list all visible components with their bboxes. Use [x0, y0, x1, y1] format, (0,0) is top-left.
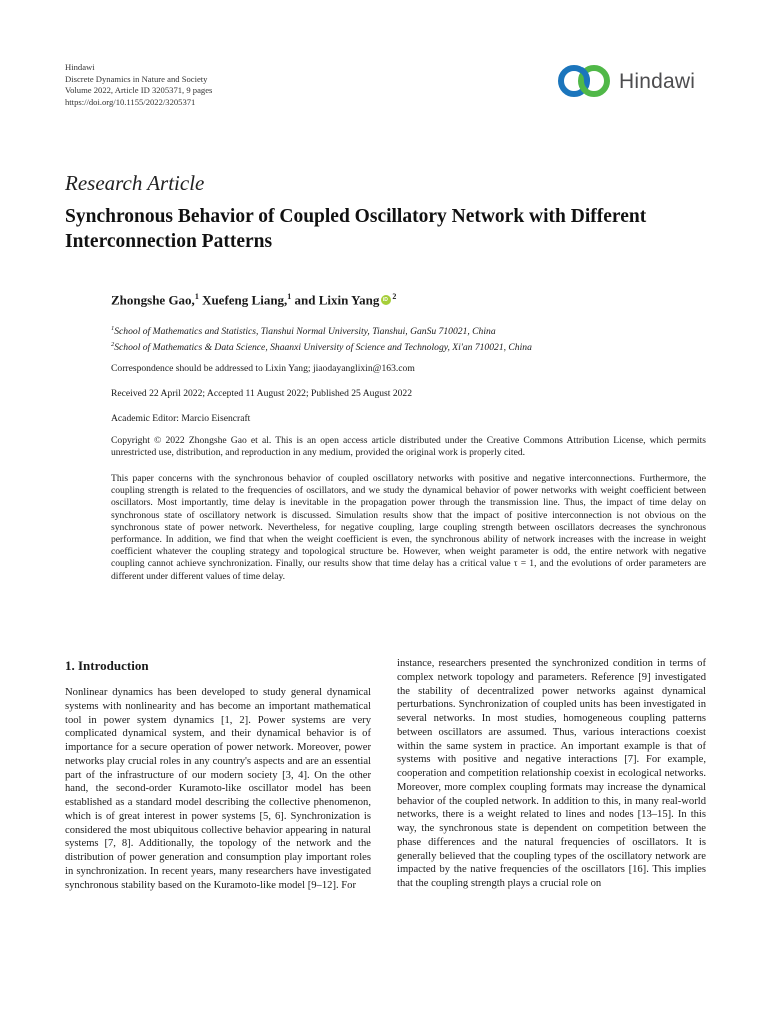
copyright-notice: Copyright © 2022 Zhongshe Gao et al. This is an open access article distributed under the Creative Commons Attribution License, which permits unrestricted use, distribution, and reproduction in any medium, provided the original work is properly cited. — [111, 435, 706, 459]
affiliation-text: School of Mathematics & Data Science, Shaanxi University of Science and Technology, Xi'an 710021, China — [114, 342, 532, 354]
orcid-icon[interactable] — [381, 295, 391, 305]
publication-dates: Received 22 April 2022; Accepted 11 August 2022; Published 25 August 2022 — [111, 388, 413, 399]
hindawi-logo — [557, 64, 707, 98]
journal-meta — [65, 62, 212, 108]
author-affiliation-mark: 2 — [392, 292, 397, 301]
author-name[interactable]: and Lixin Yang — [291, 292, 380, 308]
body-column-left: Nonlinear dynamics has been developed to study general dynamical systems with nonlinearity and has become an important mathematical tool in power system dynamics [1, 2]. Power systems are very complicated dynamical system, and their dynamical behavior is of importance for a secure operation of power network. Moreover, power networks play crucial roles in any country's aspects and are an essential part of the infrastructure of our modern society [3, 4]. On the other hand, the second-order Kuramoto-like oscillator model has been established as a standard model describing the collective phenomenon, which is of great interest in power systems [5, 6]. Synchronization is considered the most ubiquitous collective behavior appearing in natural systems [7, 8]. Additionally, the topology of the network and the distribution of power generation and consumption play important roles in synchronization. In recent years, many researchers have investigated synchronous stability based on the Kuramoto-like model [9–12]. For — [65, 687, 371, 891]
affiliation-line — [111, 338, 532, 354]
logo-text: Hindawi — [619, 70, 696, 93]
author-affiliation-mark: 1 — [287, 292, 292, 301]
hindawi-rings-icon — [557, 64, 617, 98]
affiliations — [111, 322, 532, 355]
affiliation-mark: 1 — [111, 325, 115, 332]
author-list — [111, 292, 396, 308]
affiliation-line — [111, 322, 532, 338]
author-affiliation-mark: 1 — [194, 292, 199, 301]
affiliation-text: School of Mathematics and Statistics, Tianshui Normal University, Tianshui, GanSu 710021, China — [114, 326, 496, 338]
section-heading: 1. Introduction — [65, 658, 149, 673]
abstract: This paper concerns with the synchronous behavior of coupled oscillatory networks with positive and negative interconnections. Furthermore, the coupling strength is related to the frequencies of oscillators, and we study the dynamical behavior of power networks with weight coefficient between oscillators. Most importantly, time delay is inevitable in the propagation power through the transmission line. Thus, the impact of time delay on synchronous state of oscillatory network is discussed. Simulation results show that the impact of positive interconnection is not obvious on the synchronous state of power network. Nevertheless, for negative coupling, large coupling strength between oscillators decreases the synchronous performance. In addition, we find that when the weight coefficient is even, the synchronous ability of network increases with the increase in weight coefficient whatever the coupling strategy and topological structure be. However, when weight parameter is odd, the entire network with negative coupling cannot achieve synchronization. Finally, our results show that time delay has a critical value τ = 1, and the evolutions of order parameters are different under different values of time delay. — [111, 473, 706, 582]
article-type: Research Article — [65, 171, 205, 195]
body-column-right: instance, researchers presented the synchronized condition in terms of complex network topology and parameters. Reference [9] investigated the stability of decentralized power networks against dynamical perturbations. Synchronization of coupled units has been investigated in several networks. In most studies, homogeneous coupling patterns between oscillators are assumed. Thus, various interactions coexist within the same system in practice. An important example is that of systems with positive and negative interactions [7]. For example, cooperation and competition relationship coexist in ecological networks. Moreover, more complex coupling formats may increase the dynamical behavior of the coupled network. In addition to this, in many real-world networks, there is a weight related to lines and nodes [13–15]. In this way, the synchronous state is dependent on competition between the phase differences and the natural frequencies of oscillators. It is generally believed that the coupling types of the oscillatory network are impacted by the native frequencies of the oscillators [16]. This implies that the coupling strength plays a crucial role on — [397, 658, 706, 889]
author-name[interactable]: Zhongshe Gao, — [111, 292, 195, 308]
publisher-name: Hindawi — [65, 62, 95, 72]
academic-editor: Academic Editor: Marcio Eisencraft — [111, 413, 251, 424]
volume-line: Volume 2022, Article ID 3205371, 9 pages — [65, 85, 213, 96]
correspondence: Correspondence should be addressed to Lixin Yang; jiaodayanglixin@163.com — [111, 363, 415, 374]
author-name[interactable]: Xuefeng Liang, — [198, 292, 288, 308]
paper-title: Synchronous Behavior of Coupled Oscillatory Network with Different Interconnection Patterns — [65, 206, 647, 252]
affiliation-mark: 2 — [111, 341, 115, 349]
journal-name: Discrete Dynamics in Nature and Society — [65, 73, 208, 84]
doi-link[interactable]: https://doi.org/10.1155/2022/3205371 — [65, 96, 196, 107]
